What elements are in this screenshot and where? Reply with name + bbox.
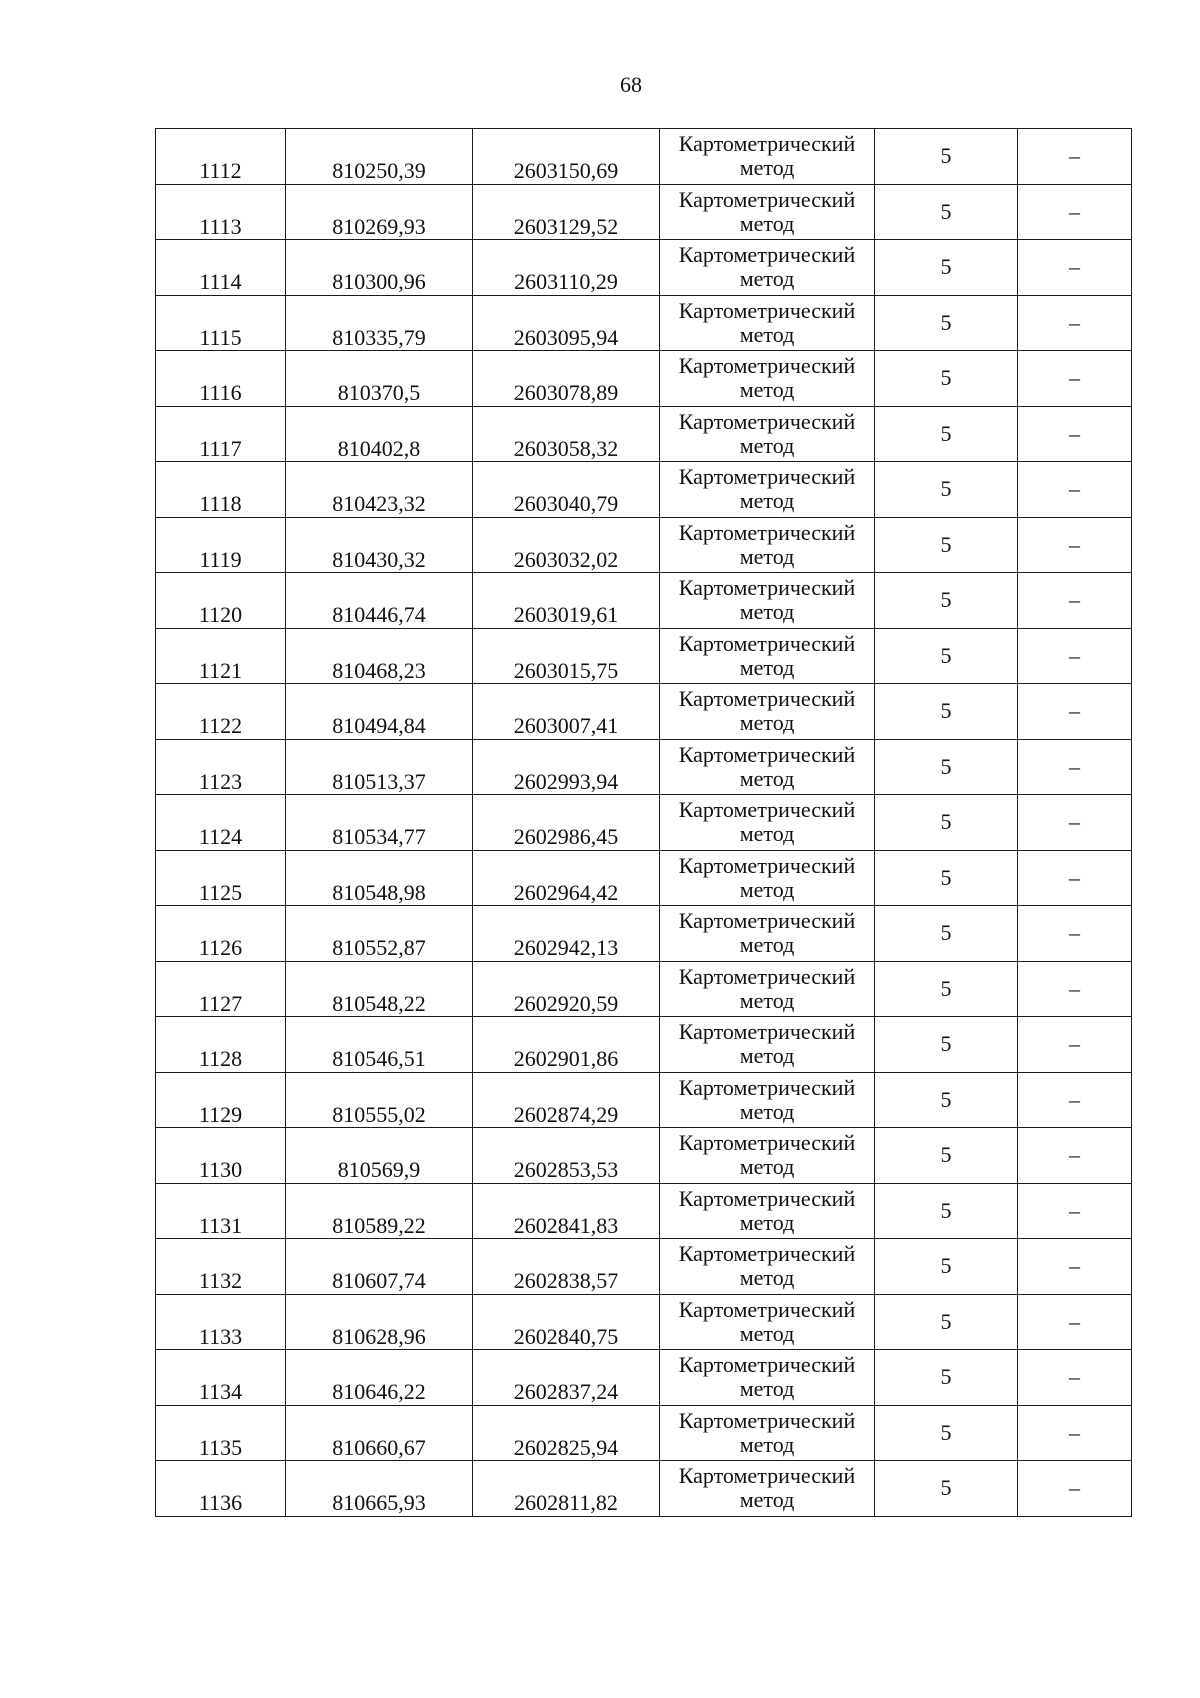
table-row: [156, 1461, 1132, 1517]
point-number-cell: 1122: [156, 684, 286, 740]
method-cell: [660, 1239, 875, 1295]
point-number-cell: 1131: [156, 1183, 286, 1239]
method-line-1: Картометрический: [678, 131, 856, 157]
coordinates-table-body: [156, 129, 1132, 1517]
method-line-2: метод: [739, 1431, 795, 1457]
note-cell: –: [1018, 1350, 1132, 1406]
method-line-2: метод: [739, 266, 795, 292]
x-coordinate-cell: 810552,87: [286, 906, 473, 962]
table-row: [156, 462, 1132, 518]
table-row: [156, 295, 1132, 351]
method-cell: [660, 850, 875, 906]
y-coordinate-cell: 2603032,02: [473, 517, 660, 573]
point-number-cell: 1130: [156, 1128, 286, 1184]
point-number-cell: 1124: [156, 795, 286, 851]
method-cell: [660, 906, 875, 962]
x-coordinate-cell: 810569,9: [286, 1128, 473, 1184]
method-cell: [660, 1183, 875, 1239]
table-row: [156, 129, 1132, 185]
y-coordinate-cell: 2603058,32: [473, 406, 660, 462]
accuracy-cell: 5: [875, 1294, 1018, 1350]
x-coordinate-cell: 810589,22: [286, 1183, 473, 1239]
method-line-1: Картометрический: [678, 575, 856, 601]
method-line-1: Картометрический: [678, 519, 856, 545]
note-cell: –: [1018, 1128, 1132, 1184]
x-coordinate-cell: 810546,51: [286, 1017, 473, 1073]
point-number-cell: 1132: [156, 1239, 286, 1295]
point-number-cell: 1118: [156, 462, 286, 518]
method-cell: [660, 1350, 875, 1406]
method-cell: [660, 462, 875, 518]
method-line-2: метод: [739, 987, 795, 1013]
y-coordinate-cell: 2603129,52: [473, 184, 660, 240]
x-coordinate-cell: 810548,98: [286, 850, 473, 906]
method-cell: [660, 795, 875, 851]
method-line-2: метод: [739, 932, 795, 958]
accuracy-cell: 5: [875, 295, 1018, 351]
method-line-1: Картометрический: [678, 1407, 856, 1433]
note-cell: –: [1018, 850, 1132, 906]
accuracy-cell: 5: [875, 573, 1018, 629]
point-number-cell: 1129: [156, 1072, 286, 1128]
method-line-2: метод: [739, 1265, 795, 1291]
note-cell: –: [1018, 739, 1132, 795]
x-coordinate-cell: 810300,96: [286, 240, 473, 296]
method-line-1: Картометрический: [678, 630, 856, 656]
method-line-2: метод: [739, 432, 795, 458]
accuracy-cell: 5: [875, 240, 1018, 296]
x-coordinate-cell: 810665,93: [286, 1461, 473, 1517]
method-cell: [660, 517, 875, 573]
y-coordinate-cell: 2602986,45: [473, 795, 660, 851]
accuracy-cell: 5: [875, 906, 1018, 962]
method-line-2: метод: [739, 876, 795, 902]
accuracy-cell: 5: [875, 406, 1018, 462]
method-cell: [660, 351, 875, 407]
accuracy-cell: 5: [875, 517, 1018, 573]
accuracy-cell: 5: [875, 462, 1018, 518]
method-line-1: Картометрический: [678, 464, 856, 490]
method-cell: [660, 573, 875, 629]
method-cell: [660, 1461, 875, 1517]
method-line-2: метод: [739, 488, 795, 514]
method-cell: [660, 961, 875, 1017]
note-cell: –: [1018, 240, 1132, 296]
method-line-1: Картометрический: [678, 353, 856, 379]
note-cell: –: [1018, 1017, 1132, 1073]
table-row: [156, 1017, 1132, 1073]
note-cell: –: [1018, 1072, 1132, 1128]
method-line-2: метод: [739, 1043, 795, 1069]
page-number: 68: [620, 72, 642, 97]
method-line-1: Картометрический: [678, 1019, 856, 1045]
x-coordinate-cell: 810370,5: [286, 351, 473, 407]
y-coordinate-cell: 2603110,29: [473, 240, 660, 296]
table-row: [156, 850, 1132, 906]
y-coordinate-cell: 2603015,75: [473, 628, 660, 684]
method-line-1: Картометрический: [678, 797, 856, 823]
x-coordinate-cell: 810534,77: [286, 795, 473, 851]
point-number-cell: 1123: [156, 739, 286, 795]
table-row: [156, 795, 1132, 851]
method-line-1: Картометрический: [678, 686, 856, 712]
table-row: [156, 184, 1132, 240]
method-line-2: метод: [739, 765, 795, 791]
point-number-cell: 1133: [156, 1294, 286, 1350]
note-cell: –: [1018, 351, 1132, 407]
table-row: [156, 1183, 1132, 1239]
method-line-2: метод: [739, 377, 795, 403]
method-cell: [660, 1017, 875, 1073]
accuracy-cell: 5: [875, 1072, 1018, 1128]
y-coordinate-cell: 2602825,94: [473, 1405, 660, 1461]
method-cell: [660, 1128, 875, 1184]
point-number-cell: 1128: [156, 1017, 286, 1073]
point-number-cell: 1125: [156, 850, 286, 906]
y-coordinate-cell: 2602853,53: [473, 1128, 660, 1184]
table-row: [156, 1072, 1132, 1128]
table-row: [156, 1350, 1132, 1406]
x-coordinate-cell: 810555,02: [286, 1072, 473, 1128]
method-line-2: метод: [739, 155, 795, 181]
method-line-2: метод: [739, 710, 795, 736]
accuracy-cell: 5: [875, 850, 1018, 906]
y-coordinate-cell: 2602993,94: [473, 739, 660, 795]
accuracy-cell: 5: [875, 184, 1018, 240]
x-coordinate-cell: 810402,8: [286, 406, 473, 462]
point-number-cell: 1121: [156, 628, 286, 684]
x-coordinate-cell: 810513,37: [286, 739, 473, 795]
table-row: [156, 406, 1132, 462]
method-line-2: метод: [739, 1320, 795, 1346]
method-cell: [660, 406, 875, 462]
method-cell: [660, 739, 875, 795]
method-line-1: Картометрический: [678, 1296, 856, 1322]
note-cell: –: [1018, 1183, 1132, 1239]
method-line-2: метод: [739, 1098, 795, 1124]
method-cell: [660, 628, 875, 684]
table-row: [156, 684, 1132, 740]
note-cell: –: [1018, 1461, 1132, 1517]
method-line-1: Картометрический: [678, 297, 856, 323]
y-coordinate-cell: 2602964,42: [473, 850, 660, 906]
y-coordinate-cell: 2602840,75: [473, 1294, 660, 1350]
y-coordinate-cell: 2602837,24: [473, 1350, 660, 1406]
x-coordinate-cell: 810660,67: [286, 1405, 473, 1461]
method-cell: [660, 1294, 875, 1350]
point-number-cell: 1116: [156, 351, 286, 407]
x-coordinate-cell: 810423,32: [286, 462, 473, 518]
method-line-1: Картометрический: [678, 1074, 856, 1100]
point-number-cell: 1134: [156, 1350, 286, 1406]
method-line-2: метод: [739, 543, 795, 569]
accuracy-cell: 5: [875, 961, 1018, 1017]
accuracy-cell: 5: [875, 1183, 1018, 1239]
method-line-2: метод: [739, 821, 795, 847]
accuracy-cell: 5: [875, 1461, 1018, 1517]
x-coordinate-cell: 810446,74: [286, 573, 473, 629]
y-coordinate-cell: 2602920,59: [473, 961, 660, 1017]
x-coordinate-cell: 810430,32: [286, 517, 473, 573]
note-cell: –: [1018, 295, 1132, 351]
note-cell: –: [1018, 517, 1132, 573]
table-row: [156, 573, 1132, 629]
point-number-cell: 1135: [156, 1405, 286, 1461]
accuracy-cell: 5: [875, 739, 1018, 795]
y-coordinate-cell: 2602811,82: [473, 1461, 660, 1517]
point-number-cell: 1113: [156, 184, 286, 240]
x-coordinate-cell: 810628,96: [286, 1294, 473, 1350]
point-number-cell: 1114: [156, 240, 286, 296]
method-cell: [660, 1072, 875, 1128]
x-coordinate-cell: 810494,84: [286, 684, 473, 740]
table-row: [156, 961, 1132, 1017]
table-row: [156, 739, 1132, 795]
table-row: [156, 517, 1132, 573]
table-row: [156, 240, 1132, 296]
y-coordinate-cell: 2602838,57: [473, 1239, 660, 1295]
note-cell: –: [1018, 1405, 1132, 1461]
x-coordinate-cell: 810335,79: [286, 295, 473, 351]
x-coordinate-cell: 810250,39: [286, 129, 473, 185]
method-cell: [660, 240, 875, 296]
note-cell: –: [1018, 684, 1132, 740]
method-line-1: Картометрический: [678, 1352, 856, 1378]
accuracy-cell: 5: [875, 1017, 1018, 1073]
y-coordinate-cell: 2602901,86: [473, 1017, 660, 1073]
method-line-1: Картометрический: [678, 242, 856, 268]
note-cell: –: [1018, 406, 1132, 462]
table-row: [156, 906, 1132, 962]
x-coordinate-cell: 810646,22: [286, 1350, 473, 1406]
accuracy-cell: 5: [875, 1128, 1018, 1184]
y-coordinate-cell: 2602874,29: [473, 1072, 660, 1128]
y-coordinate-cell: 2602841,83: [473, 1183, 660, 1239]
y-coordinate-cell: 2603150,69: [473, 129, 660, 185]
note-cell: –: [1018, 129, 1132, 185]
table-row: [156, 351, 1132, 407]
method-line-2: метод: [739, 1376, 795, 1402]
table-row: [156, 1405, 1132, 1461]
accuracy-cell: 5: [875, 628, 1018, 684]
point-number-cell: 1112: [156, 129, 286, 185]
coordinates-table: [155, 128, 1132, 1517]
note-cell: –: [1018, 628, 1132, 684]
method-line-1: Картометрический: [678, 1463, 856, 1489]
accuracy-cell: 5: [875, 1405, 1018, 1461]
point-number-cell: 1127: [156, 961, 286, 1017]
accuracy-cell: 5: [875, 684, 1018, 740]
method-cell: [660, 184, 875, 240]
note-cell: –: [1018, 573, 1132, 629]
x-coordinate-cell: 810468,23: [286, 628, 473, 684]
method-line-2: метод: [739, 1209, 795, 1235]
y-coordinate-cell: 2603040,79: [473, 462, 660, 518]
y-coordinate-cell: 2603095,94: [473, 295, 660, 351]
accuracy-cell: 5: [875, 1350, 1018, 1406]
note-cell: –: [1018, 1239, 1132, 1295]
y-coordinate-cell: 2603078,89: [473, 351, 660, 407]
point-number-cell: 1117: [156, 406, 286, 462]
method-line-2: метод: [739, 599, 795, 625]
method-line-1: Картометрический: [678, 408, 856, 434]
accuracy-cell: 5: [875, 129, 1018, 185]
method-cell: [660, 295, 875, 351]
method-cell: [660, 684, 875, 740]
method-line-1: Картометрический: [678, 908, 856, 934]
note-cell: –: [1018, 961, 1132, 1017]
note-cell: –: [1018, 1294, 1132, 1350]
note-cell: –: [1018, 906, 1132, 962]
table-row: [156, 1128, 1132, 1184]
x-coordinate-cell: 810269,93: [286, 184, 473, 240]
method-line-1: Картометрический: [678, 963, 856, 989]
y-coordinate-cell: 2602942,13: [473, 906, 660, 962]
method-line-2: метод: [739, 1154, 795, 1180]
note-cell: –: [1018, 462, 1132, 518]
point-number-cell: 1119: [156, 517, 286, 573]
method-line-1: Картометрический: [678, 186, 856, 212]
table-row: [156, 1294, 1132, 1350]
method-line-2: метод: [739, 321, 795, 347]
x-coordinate-cell: 810607,74: [286, 1239, 473, 1295]
method-line-1: Картометрический: [678, 1130, 856, 1156]
accuracy-cell: 5: [875, 1239, 1018, 1295]
point-number-cell: 1120: [156, 573, 286, 629]
table-row: [156, 1239, 1132, 1295]
method-line-1: Картометрический: [678, 1185, 856, 1211]
y-coordinate-cell: 2603019,61: [473, 573, 660, 629]
method-cell: [660, 129, 875, 185]
point-number-cell: 1136: [156, 1461, 286, 1517]
note-cell: –: [1018, 795, 1132, 851]
x-coordinate-cell: 810548,22: [286, 961, 473, 1017]
point-number-cell: 1115: [156, 295, 286, 351]
method-line-1: Картометрический: [678, 741, 856, 767]
method-cell: [660, 1405, 875, 1461]
accuracy-cell: 5: [875, 795, 1018, 851]
method-line-2: метод: [739, 654, 795, 680]
method-line-1: Картометрический: [678, 852, 856, 878]
table-row: [156, 628, 1132, 684]
y-coordinate-cell: 2603007,41: [473, 684, 660, 740]
note-cell: –: [1018, 184, 1132, 240]
point-number-cell: 1126: [156, 906, 286, 962]
accuracy-cell: 5: [875, 351, 1018, 407]
method-line-1: Картометрический: [678, 1241, 856, 1267]
method-line-2: метод: [739, 210, 795, 236]
method-line-2: метод: [739, 1487, 795, 1513]
